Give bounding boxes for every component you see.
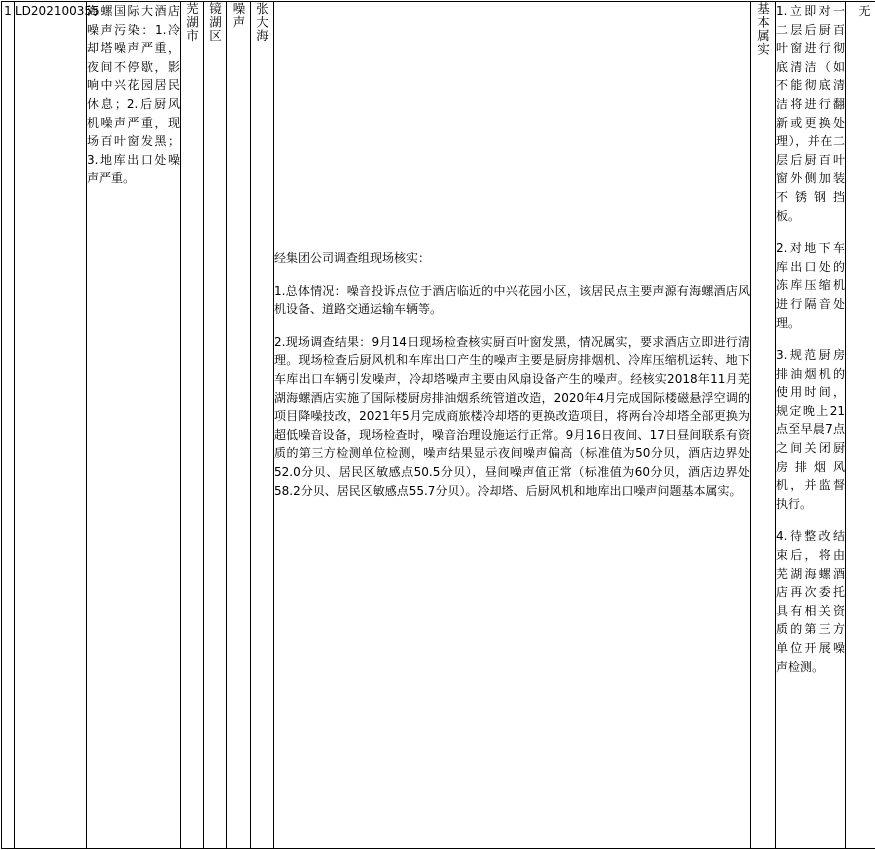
row-index: 1 <box>2 2 15 849</box>
investigation-paragraph: 1.总体情况：噪音投诉点位于酒店临近的中兴花园小区，该居民点主要声源有海螺酒店风机设备、道路交通运输车辆等。 <box>274 283 750 317</box>
district-text: 镜湖区 <box>207 2 223 43</box>
case-number-cell: LD202100355 <box>15 2 87 849</box>
investigation-paragraph: 2.现场调查结果：9月14日现场检查核实厨百叶窗发黑，情况属实，要求酒店立即进行清理。现场检查后厨风机和车库出口产生的噪声主要是厨房排烟机、冷库压缩机运转、地下车库出口车辆引发噪声，冷却塔噪声主要由风扇设备产生的噪声。经核实2018年11月芜湖海螺酒店实施了国际楼厨房排油烟系统管道改造，2020年4月完成国际楼磁悬浮空调的项目降噪技改，2021年5月完成商旅楼冷却塔的更换改造项目，将两台冷却塔全部更换为超低噪音设备，现场检查时，噪音治理设施运行正常。9月16日夜间、17日昼间联系有资质的第三方检测单位检测，噪声结果显示夜间噪声偏高（标准值为50分贝，酒店边界处52.0分贝、居民区敏感点50.5分贝），昼间噪声值正常（标准值为60分贝，酒店边界处58.2分贝、居民区敏感点55.7分贝）。冷却塔、后厨风机和地库出口噪声问题基本属实。 <box>274 334 750 498</box>
rectification-measure: 1.立即对一二层后厨百叶窗进行彻底清洁（如不能彻底清洁将进行翻新或更换处理），并在二层后厨百叶窗外侧加装不锈钢挡板。 <box>776 4 845 223</box>
investigation-cell <box>274 2 751 849</box>
category-cell <box>227 2 251 849</box>
city-cell <box>181 2 204 849</box>
table-row <box>2 2 875 849</box>
district-cell <box>204 2 227 849</box>
investigation-heading: 经集团公司调查组现场核实： <box>274 251 431 265</box>
rectification-measures-cell <box>776 2 846 849</box>
respondent-text: 张大海 <box>254 2 270 43</box>
respondent-cell <box>251 2 274 849</box>
category-text: 噪声 <box>231 2 246 29</box>
accountability-cell: 无 <box>846 2 875 849</box>
report-table <box>1 1 875 849</box>
rectification-measure: 2.对地下车库出口处的冻库压缩机进行隔音处理。 <box>776 241 845 330</box>
city-text: 芜湖市 <box>184 2 200 43</box>
complaint-summary-cell <box>87 2 181 849</box>
rectification-measure: 4.待整改结束后，将由芜湖海螺酒店再次委托具有相关资质的第三方单位开展噪声检测。 <box>776 529 845 674</box>
verification-result-cell <box>751 2 776 849</box>
verification-result-text: 基本属实 <box>755 2 771 56</box>
rectification-measure: 3.规范厨房排油烟机的使用时间，规定晚上21点至早晨7点之间关闭厨房排烟风机，并监督执行。 <box>776 348 845 511</box>
complaint-summary-text: 海螺国际大酒店噪声污染：1.冷却塔噪声严重，夜间不停歇，影响中兴花园居民休息；2.后厨风机噪声严重，现场百叶窗发黑；3.地库出口处噪声严重。 <box>87 4 180 186</box>
